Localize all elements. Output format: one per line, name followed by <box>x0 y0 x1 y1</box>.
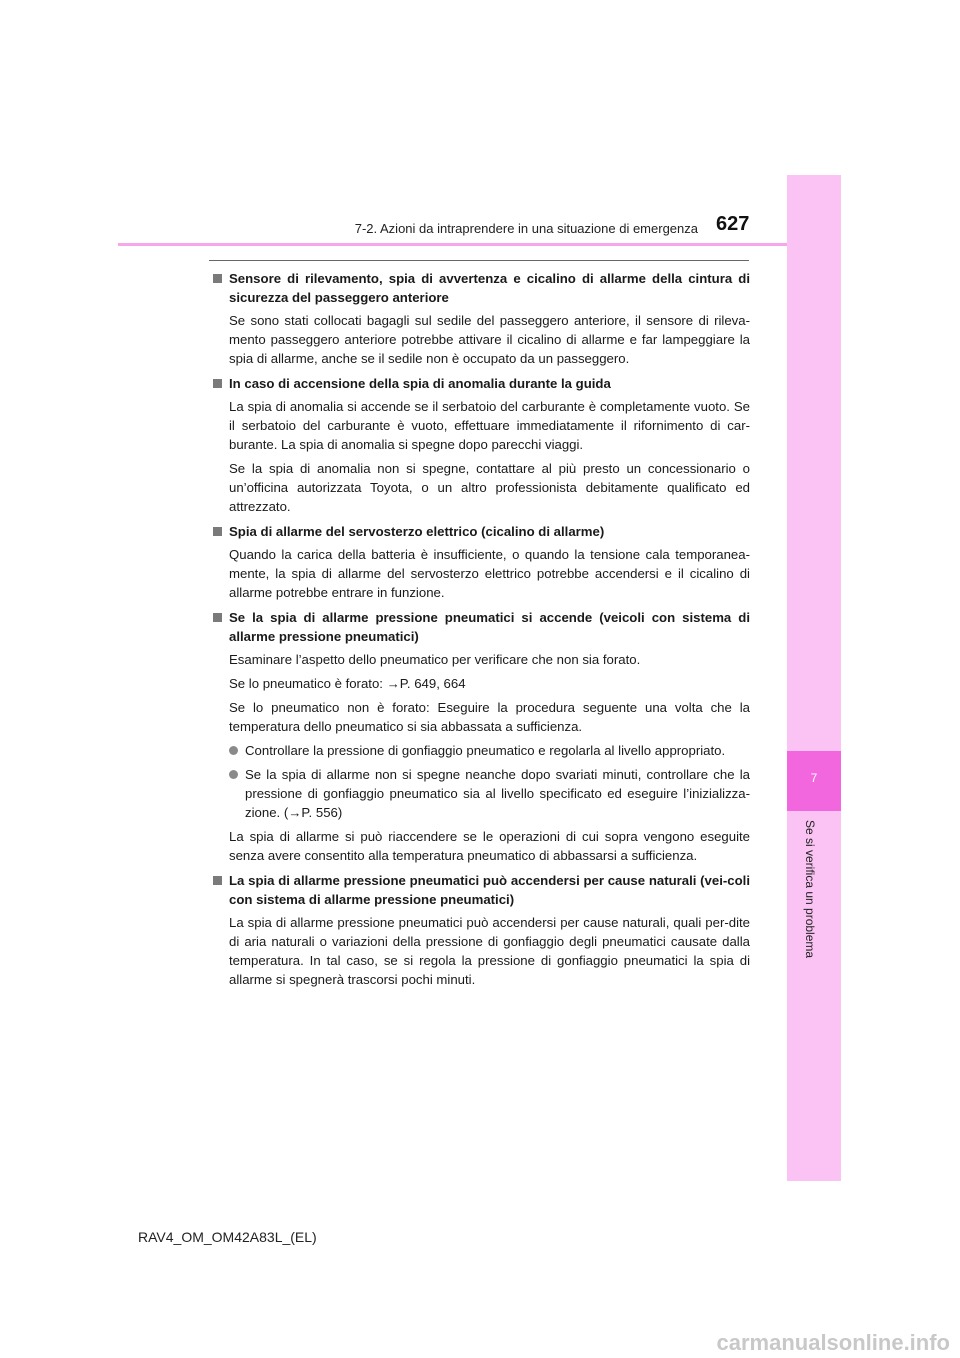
paragraph: La spia di allarme pressione pneumatici può accendersi per cause naturali, quali per-dite di aria naturali o variazioni della pressione di gonfiaggio degli pneumatici causate dalla temperatura. In tal caso, se si regola la pressione di gonfiaggio pneumatici la spia di allarme si spegnerà trascorsi pochi minuti. <box>229 915 750 987</box>
item-power-steering <box>213 522 750 602</box>
content-top-rule <box>209 260 749 261</box>
item-seatbelt-sensor <box>213 269 750 368</box>
paragraph: La spia di anomalia si accende se il serbatoio del carburante è completamente vuoto. Se il serbatoio del carburante è vuoto, effettuare immediatamente il rifornimento di car-burante. La spia di anomalia si spegne dopo parecchi viaggi. <box>229 399 750 452</box>
paragraph: La spia di allarme si può riaccendere se le operazioni di cui sopra vengono eseguite senza avere consentito alla temperatura pneumatico di abbassarsi a sufficienza. <box>229 829 750 863</box>
item-title-text: La spia di allarme pressione pneumatici può accendersi per cause naturali (vei-coli con sistema di allarme pressione pneumatici) <box>229 873 750 907</box>
bullet-text: Se la spia di allarme non si spegne neanche dopo svariati minuti, controllare che la pressione di gonfiaggio pneumatico sia al livello specificato ed eseguire l’inizializza-zione. (→P. 556) <box>245 767 750 820</box>
chapter-number: 7 <box>810 771 818 785</box>
bullet-item <box>213 741 750 760</box>
circle-bullet-icon <box>229 746 238 755</box>
item-title <box>213 608 750 646</box>
item-malfunction-light <box>213 374 750 516</box>
page-number: 627 <box>716 213 750 235</box>
item-title <box>213 374 750 393</box>
item-title <box>213 522 750 541</box>
square-bullet-icon <box>213 379 222 388</box>
square-bullet-icon <box>213 527 222 536</box>
paragraph: Se lo pneumatico è forato: →P. 649, 664 <box>229 676 466 691</box>
paragraph: Esaminare l’aspetto dello pneumatico per verificare che non sia forato. <box>229 652 641 667</box>
item-title-text: Se la spia di allarme pressione pneumatici si accende (veicoli con sistema di allarme pressione pneumatici) <box>229 610 750 644</box>
watermark-text: carmanualsonline.info <box>716 1330 950 1355</box>
item-title <box>213 269 750 307</box>
item-title-text: Sensore di rilevamento, spia di avvertenza e cicalino di allarme della cintura di sicurezza del passeggero anteriore <box>229 271 750 305</box>
header-rule <box>118 243 841 246</box>
bullet-text: Controllare la pressione di gonfiaggio pneumatico e regolarla al livello appropriato. <box>245 743 726 758</box>
item-title-text: In caso di accensione della spia di anomalia durante la guida <box>229 376 611 391</box>
item-tire-pressure-warning <box>213 608 750 865</box>
circle-bullet-icon <box>229 770 238 779</box>
chapter-label: Se si verifica un problema <box>803 820 817 959</box>
item-title-text: Spia di allarme del servosterzo elettrico (cicalino di allarme) <box>229 524 605 539</box>
paragraph: Quando la carica della batteria è insufficiente, o quando la tensione cala temporanea-mente, la spia di allarme del servosterzo elettrico potrebbe accendersi e il cicalino di allarme potrebbe entrare in funzione. <box>229 547 750 600</box>
square-bullet-icon <box>213 274 222 283</box>
square-bullet-icon <box>213 613 222 622</box>
square-bullet-icon <box>213 876 222 885</box>
item-tire-pressure-natural-causes <box>213 871 750 989</box>
paragraph: Se la spia di anomalia non si spegne, contattare al più presto un concessionario o un’officina autorizzata Toyota, o un altro professionista debitamente qualificato ed attrezzato. <box>229 461 750 514</box>
content-body <box>213 269 750 995</box>
document-code: RAV4_OM_OM42A83L_(EL) <box>138 1229 317 1245</box>
bullet-item <box>213 765 750 822</box>
chapter-sidebar <box>787 175 841 1181</box>
section-title: 7-2. Azioni da intraprendere in una situazione di emergenza <box>354 221 698 236</box>
item-title <box>213 871 750 909</box>
paragraph: Se lo pneumatico non è forato: Eseguire la procedura seguente una volta che la temperatura dello pneumatico si sia abbassata a sufficienza. <box>229 700 750 734</box>
paragraph: Se sono stati collocati bagagli sul sedile del passeggero anteriore, il sensore di rileva-mento passeggero anteriore potrebbe attivare il cicalino di allarme e far lampeggiare la spia di allarme, anche se il sedile non è occupato da un passeggero. <box>229 313 750 366</box>
